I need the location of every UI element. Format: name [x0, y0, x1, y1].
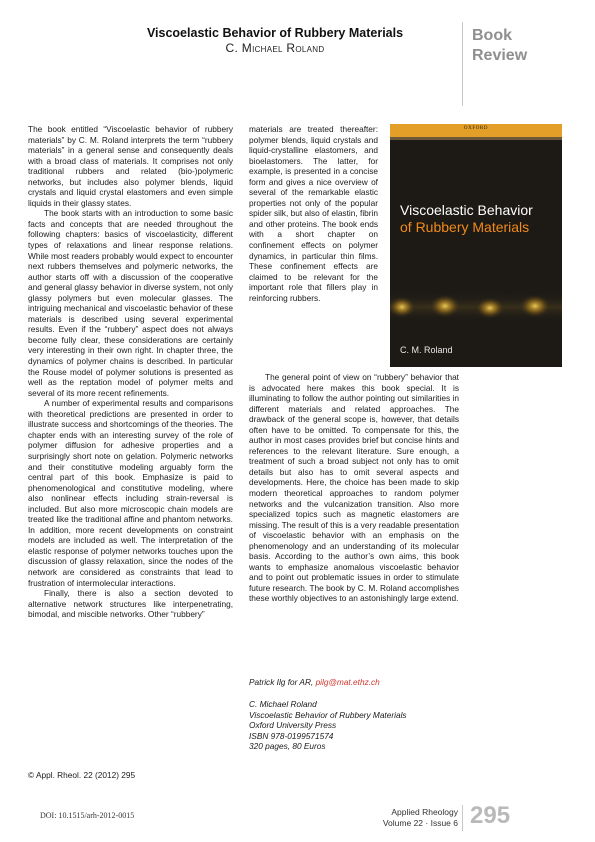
journal-volume: Volume 22 · Issue 6	[382, 818, 458, 828]
cover-title-line1: Viscoelastic Behavior	[400, 202, 533, 218]
cover-glow-pattern	[390, 282, 562, 332]
reviewer-email-link[interactable]: pilg@mat.ethz.ch	[315, 677, 380, 687]
cover-publisher: OXFORD	[463, 126, 489, 131]
paragraph: A number of experimental results and comparisons with theoretical predictions are presented in order to illustrate success and shortcomings of the theories. The chapter ends with an interesting survey of the role of polymer diffusion for adhesive properties and a surprisingly short note on gelation. Polymeric networks and their constitutive modeling arguably form the central part of this book. Emphasize is paid to phenomenological and constitutive modeling, where also nonlinear effects including strain-reversal is included. But also more microscopic chain models are treated like the traditional affine and phantom networks. In addition, more recent developments on constraint models are included as well. The interpretation of the elastic response of polymer networks touches upon the discussion of glassy relaxation, since the nodes of the network are considered as constraints that lead to frustration of intermolecular interactions.	[28, 398, 233, 588]
book-title: Viscoelastic Behavior of Rubbery Materials	[249, 709, 407, 720]
book-details	[249, 699, 459, 752]
section-label-line1: Book	[472, 27, 512, 44]
footer-divider	[462, 805, 463, 831]
journal-name: Applied Rheology	[391, 807, 458, 817]
body-column-right	[249, 372, 459, 604]
book-isbn: ISBN 978-0199571574	[249, 730, 334, 741]
book-pages-price: 320 pages, 80 Euros	[249, 741, 326, 752]
cover-stripe	[390, 137, 562, 140]
article-author: C. Michael Roland	[225, 41, 325, 55]
reviewer-signature	[249, 677, 459, 688]
paragraph: Finally, there is also a section devoted to alternative network structures like interpenetrating, bimodal, and miscible networks. Other “rubbery”	[28, 588, 233, 620]
book-author: C. Michael Roland	[249, 699, 317, 709]
article-title: Viscoelastic Behavior of Rubbery Materials	[146, 26, 404, 40]
header-divider	[462, 22, 463, 106]
paragraph: materials are treated thereafter: polymer blends, liquid crystals and liquid-crystalline elastomers, and bioelastomers. The latter, for example, is presented in a concise form and gives a nice overview of several of the remarkable elastic properties not only of the popular spider silk, but also of elastin, fibrin and other proteins. The book ends with a short chapter on confinement effects on polymer dynamics, in particular thin films. These confinement effects are claimed to be relevant for the important role that fillers play in reinforcing rubbers.	[249, 124, 378, 303]
paragraph: The general point of view on “rubbery” behavior that is advocated here makes this book special. It is illuminating to follow the author pointing out similarities in different materials and related approaches. The drawback of the general scope is, however, that details often have to be omitted. To compensate for this, the author in most cases provides brief but concise hints and references to the relevant literature. Sure enough, a treatment of such a broad subject not only has to omit details but also has to omit several aspects and developments. Here, the choice has been made to skip modern theoretical approaches to random polymer networks and the vulcanization transition. Also more specialized topics such as magnetic elastomers are missing. The result of this is a very readable presentation of viscoelastic behavior with an emphasis on the phenomenology and an understanding of its molecular basis. According to the author’s own aims, this book wants to emphasize anomalous viscoelastic behavior and to point out problematic issues in order to stimulate future research. The book by C. M. Roland accomplishes these worthly objectives to an astonishingly large extend.	[249, 372, 459, 604]
page-number: 295	[470, 802, 511, 829]
reviewer-name: Patrick Ilg for AR,	[249, 677, 314, 687]
book-publisher: Oxford University Press	[249, 720, 337, 731]
doi-line: DOI: 10.1515/arh-2012-0015	[40, 811, 135, 820]
paragraph: The book entitled “Viscoelastic behavior of rubbery materials” by C. M. Roland interprets the term “rubbery materials” in a general sense and consequently deals with a broad class of materials. It comprises not only traditional rubbers and related (bio-)polymeric networks, but includes also polymer blends, liquid crystals and liquid crystal elastomers and even simple liquids in their glassy states.	[28, 124, 233, 208]
body-column-right-top	[249, 124, 378, 303]
cover-title-line2: of Rubbery Materials	[400, 219, 530, 235]
section-label	[472, 26, 527, 66]
copyright-notice: © Appl. Rheol. 22 (2012) 295	[28, 770, 136, 780]
cover-author: C. M. Roland	[400, 345, 453, 355]
book-cover-image	[390, 124, 562, 367]
body-column-left	[28, 124, 233, 620]
journal-info	[340, 807, 458, 829]
article-header	[100, 26, 450, 56]
section-label-line2: Review	[472, 47, 528, 64]
paragraph: The book starts with an introduction to some basic facts and concepts that are needed throughout the following chapters: basics of viscoelasticity, different types of relaxations and linear response relations. While most readers probably would expect to encounter next rubbers themselves and polymeric networks, the author starts off with a discussion of the cooperative and general glassy behavior in diverse system, not only glassy polymers but even molecular glasses. The intriguing mechanical and viscoelastic behavior of these materials is described using several experimental results. Even if the “rubbery” aspect does not always become fully clear, these considerations are certainly very interesting in their own right. In chapter three, the dynamics of polymer chains is described. In particular the Rouse model of polymer solutions is presented as well as the reptation model of polymer melts and several of its more recent refinements.	[28, 208, 233, 398]
